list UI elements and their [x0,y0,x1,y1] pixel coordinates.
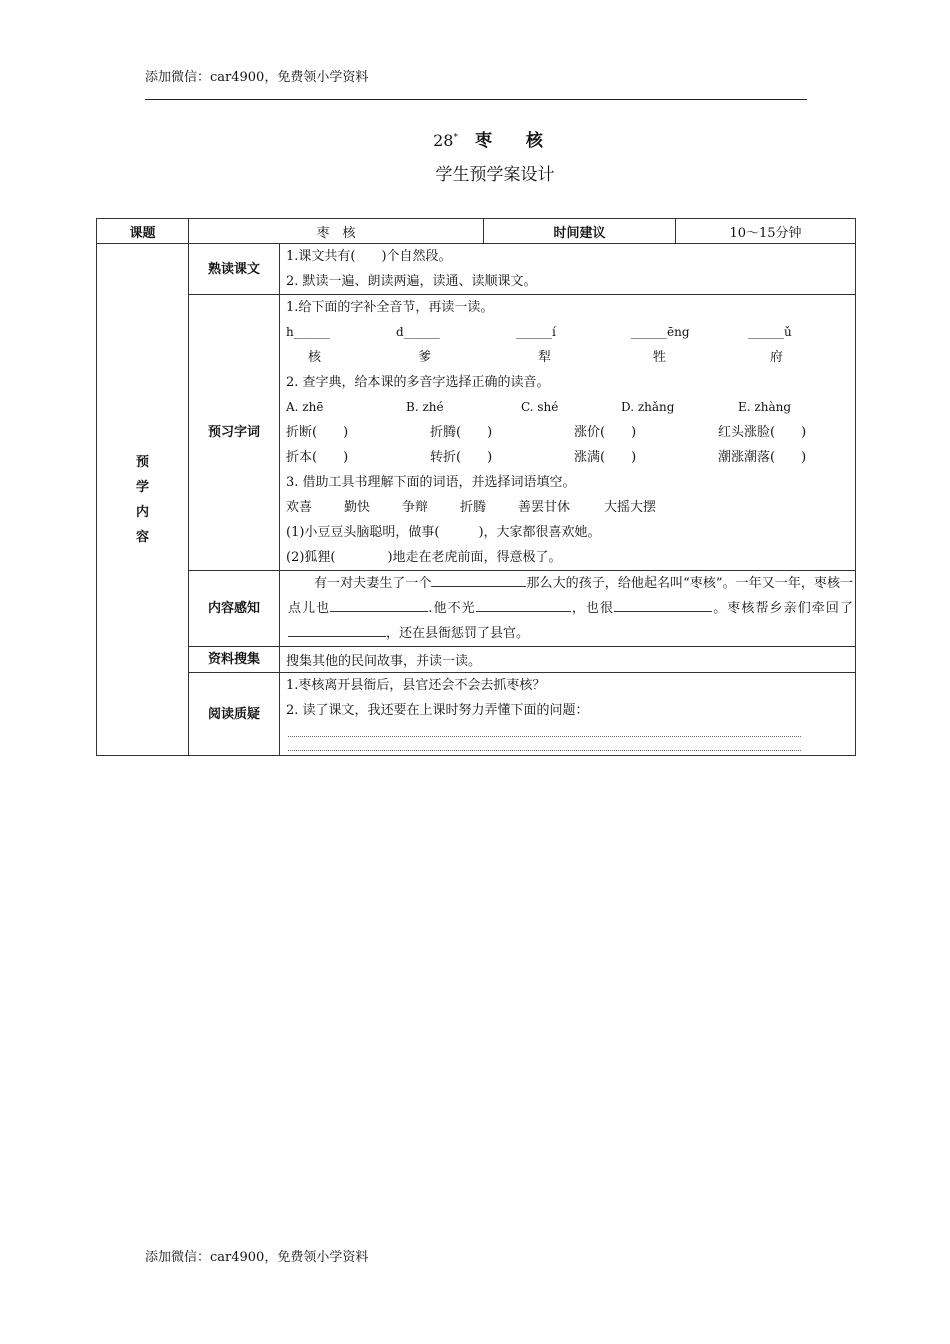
pinyin-3: ______í [516,325,556,339]
lesson-mark: * [453,132,458,143]
familiar-content [280,244,856,295]
lesson-number: 28 [433,131,454,150]
char-3: 犁 [538,350,552,365]
lesson-title: 枣 核 [474,131,557,151]
pinyin-1: h______ [286,325,330,339]
answer-line-1[interactable] [288,735,801,737]
reading-q1: 1.枣核离开县衙后，县官还会不会去抓枣核？ [286,678,546,693]
content-text: 有一对夫妻生了一个 那么大的孩子，给他起名叫“枣核”。一年又一年，枣核一点儿也 .他不光 ，也很 。枣核帮乡亲们牵回了，还在县衙惩罚了县官。 [280,571,856,647]
content-row [97,571,856,647]
reading-content [280,673,856,756]
char-row [286,345,849,370]
polyphone-2: 折腾( ) [430,425,493,440]
topic-value: 枣 核 [189,219,484,244]
pinyin-5: ______ǔ [748,325,792,339]
reading-row [97,673,856,756]
polyphone-1: 折断( ) [286,425,349,440]
page-subtitle: 学生预学案设计 [435,165,555,185]
word-1: 欢喜 [286,500,313,515]
familiar-line-1: 1.课文共有( )个自然段。 [286,249,452,264]
preview-label: 预习字词 [189,295,280,571]
preview-row [97,295,856,571]
word-2: 勤快 [344,500,371,515]
topic-label: 课题 [97,219,189,244]
option-d: D. zhǎng [621,400,675,414]
option-c: C. shé [521,400,559,414]
blank-1[interactable] [431,572,526,587]
preview-content [280,295,856,571]
header-divider [145,99,807,100]
pinyin-2: d______ [396,325,440,339]
material-row [97,647,856,673]
time-value: 10～15分钟 [676,219,856,244]
polyphone-row-1 [286,420,849,445]
char-5: 府 [770,350,784,365]
polyphone-4: 红头涨脸( ) [718,425,807,440]
polyphone-3: 涨价( ) [574,425,637,440]
polyphone-5: 折本( ) [286,450,349,465]
header-text: 添加微信：car4900，免费领小学资料 [145,70,369,85]
page-title [0,126,950,151]
blank-2[interactable] [330,597,428,612]
polyphone-6: 转折( ) [430,450,493,465]
word-4: 折腾 [460,500,487,515]
option-b: B. zhé [406,400,444,414]
word-6: 大摇大摆 [604,500,657,515]
option-row [286,395,849,420]
content-label: 内容感知 [189,571,280,647]
preview-q2: 2. 查字典，给本课的多音字选择正确的读音。 [286,375,550,390]
polyphone-8: 潮涨潮落( ) [718,450,807,465]
polyphone-row-2 [286,445,849,470]
char-1: 核 [308,350,322,365]
option-e: E. zhàng [738,400,792,414]
reading-label: 阅读质疑 [189,673,280,756]
familiar-row [97,244,856,295]
familiar-line-2: 2. 默读一遍、朗读两遍，读通、读顺课文。 [286,274,537,289]
word-row [286,495,849,520]
answer-line-2[interactable] [288,749,801,751]
pinyin-4: ______ēng [631,325,690,339]
material-text: 搜集其他的民间故事，并读一读。 [280,647,856,673]
word-5: 善罢甘休 [518,500,571,515]
table-header-row [97,219,856,244]
blank-5[interactable] [288,622,386,637]
pinyin-row [286,320,849,345]
char-4: 牲 [653,350,667,365]
familiar-label: 熟读课文 [189,244,280,295]
polyphone-7: 涨满( ) [574,450,637,465]
preview-s2: (2)狐狸( )地走在老虎前面，得意极了。 [286,550,562,565]
time-label: 时间建议 [484,219,676,244]
preview-s1: (1)小豆豆头脑聪明，做事( )，大家都很喜欢她。 [286,525,601,540]
preview-table [96,218,856,756]
char-2: 爹 [418,350,432,365]
preview-q3: 3. 借助工具书理解下面的词语，并选择词语填空。 [286,475,576,490]
section-label: 预 学 内 容 [97,244,189,756]
preview-q1: 1.给下面的字补全音节，再读一读。 [286,300,494,315]
option-a: A. zhē [286,400,324,414]
footer-text: 添加微信：car4900，免费领小学资料 [145,1250,369,1265]
blank-4[interactable] [614,597,712,612]
material-label: 资料搜集 [189,647,280,673]
reading-q2: 2. 读了课文，我还要在上课时努力弄懂下面的问题： [286,703,589,718]
word-3: 争辩 [402,500,429,515]
blank-3[interactable] [476,597,571,612]
